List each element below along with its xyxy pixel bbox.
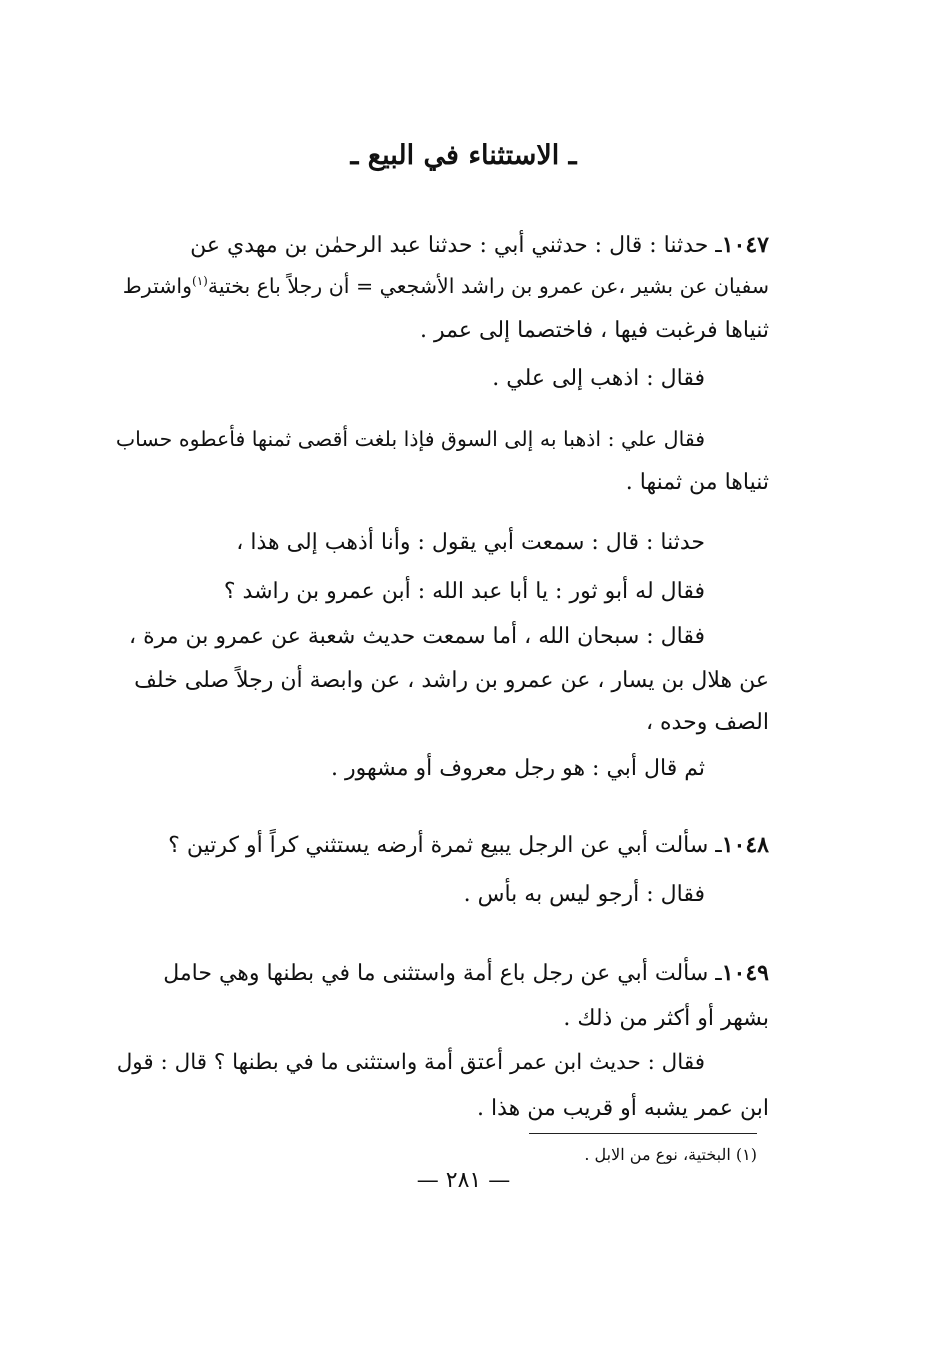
entry-1047-line-4: فقال : اذهب إلى علي . xyxy=(492,366,705,391)
entry-1047-line-10: عن هلال بن يسار ، عن عمرو بن راشد ، عن وابصة أن رجلاً صلى خلف xyxy=(134,668,769,693)
footnote: (١) البختية، نوع من الابل . xyxy=(584,1145,757,1164)
entry-1047-line-7: حدثنا : قال : سمعت أبي يقول : وأنا أذهب إلى هذا ، xyxy=(236,530,705,555)
entry-1047-line-9: فقال : سبحان الله ، أما سمعت حديث شعبة عن عمرو بن مرة ، xyxy=(128,624,705,649)
entry-1047-line-2: سفيان عن بشير ،عن عمرو بن راشد الأشجعي = أن رجلاً باع بختية$^{(١)}$واشترط xyxy=(122,273,769,298)
entry-1049-line-4: ابن عمر يشبه أو قريب من هذا . xyxy=(476,1096,769,1121)
footnote-divider xyxy=(529,1133,757,1134)
section-heading: ـ الاستثناء في البيع ـ xyxy=(350,140,577,171)
entry-1047-line-3: ثنياها فرغبت فيها ، فاختصما إلى عمر . xyxy=(420,318,769,343)
entry-1047-line-12: ثم قال أبي : هو رجل معروف أو مشهور . xyxy=(331,756,705,781)
entry-number: ١٠٤٨ xyxy=(721,832,769,858)
entry-1047-line-8: فقال له أبو ثور : يا أبا عبد الله : أبن عمرو بن راشد ؟ xyxy=(223,579,705,604)
footnote-marker: (١) xyxy=(192,274,208,288)
entry-1047-line-1: ١٠٤٧ـ حدثنا : قال : حدثني أبي : حدثنا عبد الرحمٰن بن مهدي عن xyxy=(190,232,769,258)
entry-1047-line-11: الصف وحده ، xyxy=(645,710,769,735)
entry-1049-line-2: بشهر أو أكثر من ذلك . xyxy=(563,1006,769,1031)
entry-1047-line-5: فقال علي : اذهبا به إلى السوق فإذا بلغت أقصى ثمنها فأعطوه حساب xyxy=(115,427,705,451)
entry-number: ١٠٤٧ xyxy=(721,232,769,258)
entry-1047-line-6: ثنياها من ثمنها . xyxy=(625,470,769,495)
entry-number: ١٠٤٩ xyxy=(721,960,769,986)
page-number: — ٢٨١ — xyxy=(416,1168,511,1193)
entry-1048-line-2: فقال : أرجو ليس به بأس . xyxy=(463,882,705,907)
entry-1048-line-1: ١٠٤٨ـ سألت أبي عن الرجل يبيع ثمرة أرضه يستثني كراً أو كرتين ؟ xyxy=(168,832,769,858)
entry-1049-line-1: ١٠٤٩ـ سألت أبي عن رجل باع أمة واستثنى ما في بطنها وهي حامل xyxy=(163,960,769,986)
entry-1049-line-3: فقال : حديث ابن عمر أعتق أمة واستثنى ما في بطنها ؟ قال : قول xyxy=(116,1050,705,1075)
